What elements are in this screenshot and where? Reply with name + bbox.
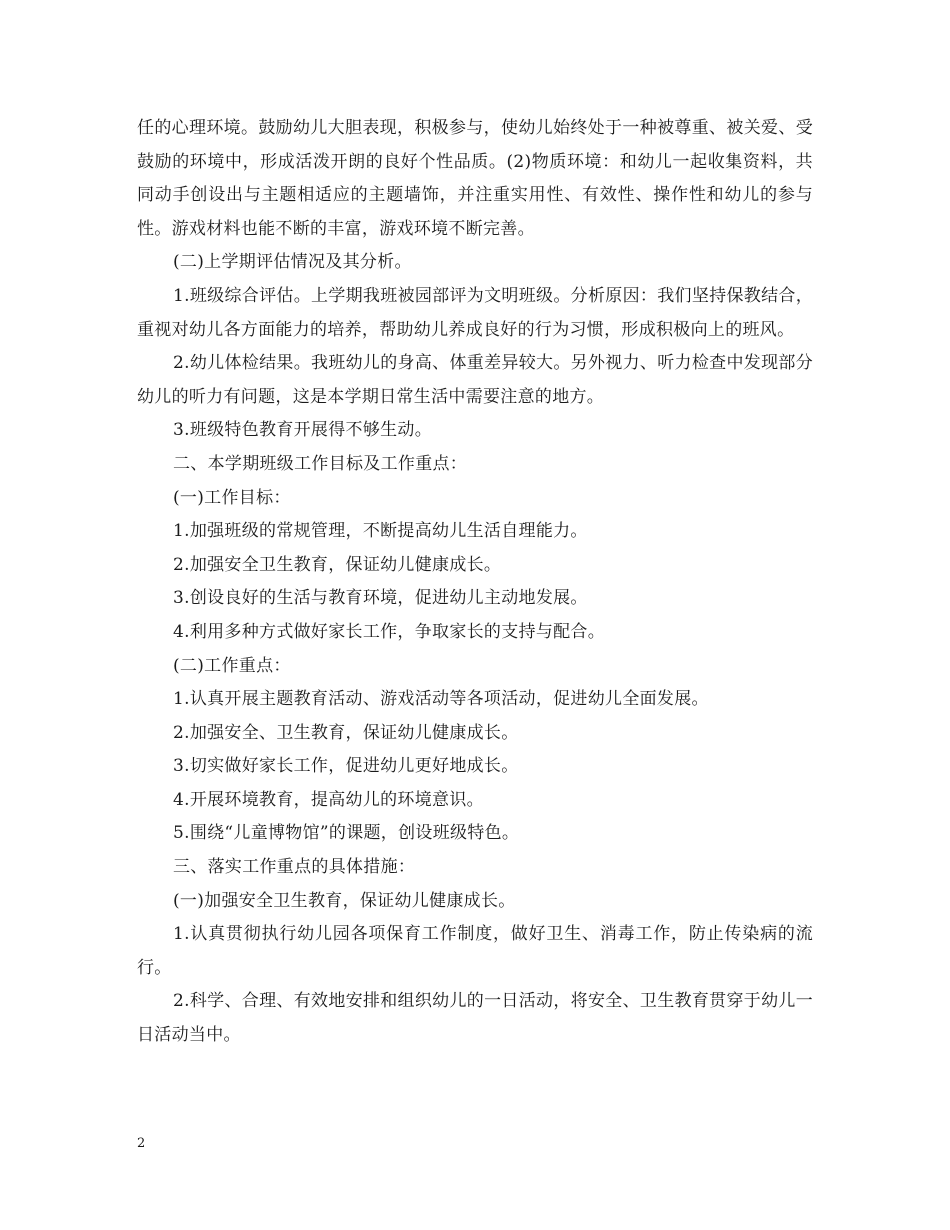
- list-item-focus-2: 2.加强安全、卫生教育，保证幼儿健康成长。: [173, 722, 519, 743]
- list-item-goal-3: 3.创设良好的生活与教育环境，促进幼儿主动地发展。: [173, 588, 588, 609]
- list-item-goal-1: 1.加强班级的常规管理，不断提高幼儿生活自理能力。: [173, 521, 588, 542]
- page-number: 2: [137, 1136, 146, 1151]
- list-item-goal-2: 2.加强安全卫生教育，保证幼儿健康成长。: [173, 554, 502, 575]
- list-item-goal-4: 4.利用多种方式做好家长工作，争取家长的支持与配合。: [173, 621, 606, 642]
- list-item-measure-2: 2.科学、合理、有效地安排和组织幼儿的一日活动，将安全、卫生教育贯穿于幼儿一日活动当中。: [137, 991, 813, 1046]
- paragraph-special-education: 3.班级特色教育开展得不够生动。: [173, 420, 433, 441]
- paragraph-continuation: 任的心理环境。鼓励幼儿大胆表现，积极参与，使幼儿始终处于一种被尊重、被关爱、受鼓励的环境中，形成活泼开朗的良好个性品质。(2)物质环境：和幼儿一起收集资料，共同动手创设出与主题相适应的主题墙饰，并注重实用性、有效性、操作性和幼儿的参与性。游戏材料也能不断的丰富，游戏环境不断完善。: [137, 118, 813, 239]
- paragraph-class-evaluation: 1.班级综合评估。上学期我班被园部评为文明班级。分析原因：我们坚持保教结合，重视对幼儿各方面能力的培养，帮助幼儿养成良好的行为习惯，形成积极向上的班风。: [137, 285, 813, 340]
- list-item-focus-1: 1.认真开展主题教育活动、游戏活动等各项活动，促进幼儿全面发展。: [173, 689, 709, 710]
- subheading-safety-education: (一)加强安全卫生教育，保证幼儿健康成长。: [173, 890, 516, 911]
- section-heading-measures: 三、落实工作重点的具体措施：: [173, 857, 416, 878]
- list-item-focus-4: 4.开展环境教育，提高幼儿的环境意识。: [173, 789, 484, 810]
- subheading-work-goals: (一)工作目标：: [173, 487, 291, 508]
- list-item-focus-5: 5.围绕“儿童博物馆”的课题，创设班级特色。: [173, 823, 520, 844]
- document-body: [137, 112, 813, 1053]
- subheading-work-focus: (二)工作重点：: [173, 655, 291, 676]
- section-heading-goals: 二、本学期班级工作目标及工作重点：: [173, 453, 468, 474]
- paragraph-health-check: 2.幼儿体检结果。我班幼儿的身高、体重差异较大。另外视力、听力检查中发现部分幼儿的听力有问题，这是本学期日常生活中需要注意的地方。: [137, 353, 813, 407]
- list-item-focus-3: 3.切实做好家长工作，促进幼儿更好地成长。: [173, 756, 519, 777]
- paragraph-subheading-evaluation: (二)上学期评估情况及其分析。: [173, 252, 412, 273]
- list-item-measure-1: 1.认真贯彻执行幼儿园各项保育工作制度，做好卫生、消毒工作，防止传染病的流行。: [137, 924, 813, 978]
